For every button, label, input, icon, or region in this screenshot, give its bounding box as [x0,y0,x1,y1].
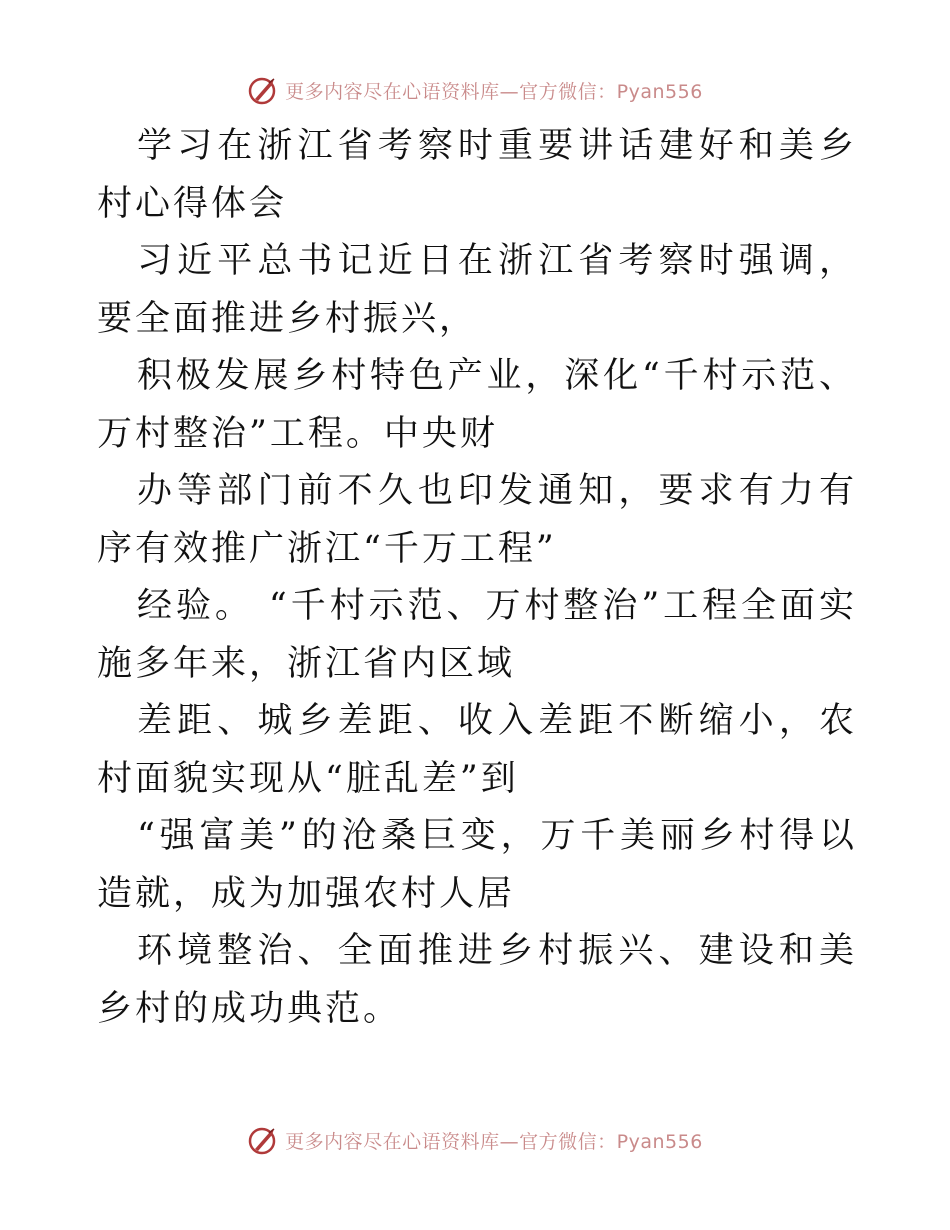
paragraph: 积极发展乡村特色产业，深化“千村示范、万村整治”工程。中央财 [97,356,857,454]
paragraph: 环境整治、全面推进乡村振兴、建设和美乡村的成功典范。 [97,931,857,1029]
pen-logo-icon [247,73,281,107]
paragraph: 差距、城乡差距、收入差距不断缩小，农村面貌实现从“脏乱差”到 [97,701,857,799]
footer-watermark [0,1120,950,1160]
paragraph-title: 学习在浙江省考察时重要讲话建好和美乡村心得体会 [97,126,857,224]
pen-logo-icon [247,1123,281,1157]
paragraph: “强富美”的沧桑巨变，万千美丽乡村得以造就，成为加强农村人居 [97,816,857,914]
watermark-text: 更多内容尽在心语资料库—官方微信：Pyan556 [285,80,703,103]
header-watermark [0,70,950,110]
paragraph: 经验。 “千村示范、万村整治”工程全面实施多年来，浙江省内区域 [97,586,857,684]
watermark-text: 更多内容尽在心语资料库—官方微信：Pyan556 [285,1130,703,1153]
paragraph: 办等部门前不久也印发通知，要求有力有序有效推广浙江“千万工程” [97,471,857,569]
paragraph: 习近平总书记近日在浙江省考察时强调，要全面推进乡村振兴， [97,241,857,339]
document-body [97,118,857,1038]
